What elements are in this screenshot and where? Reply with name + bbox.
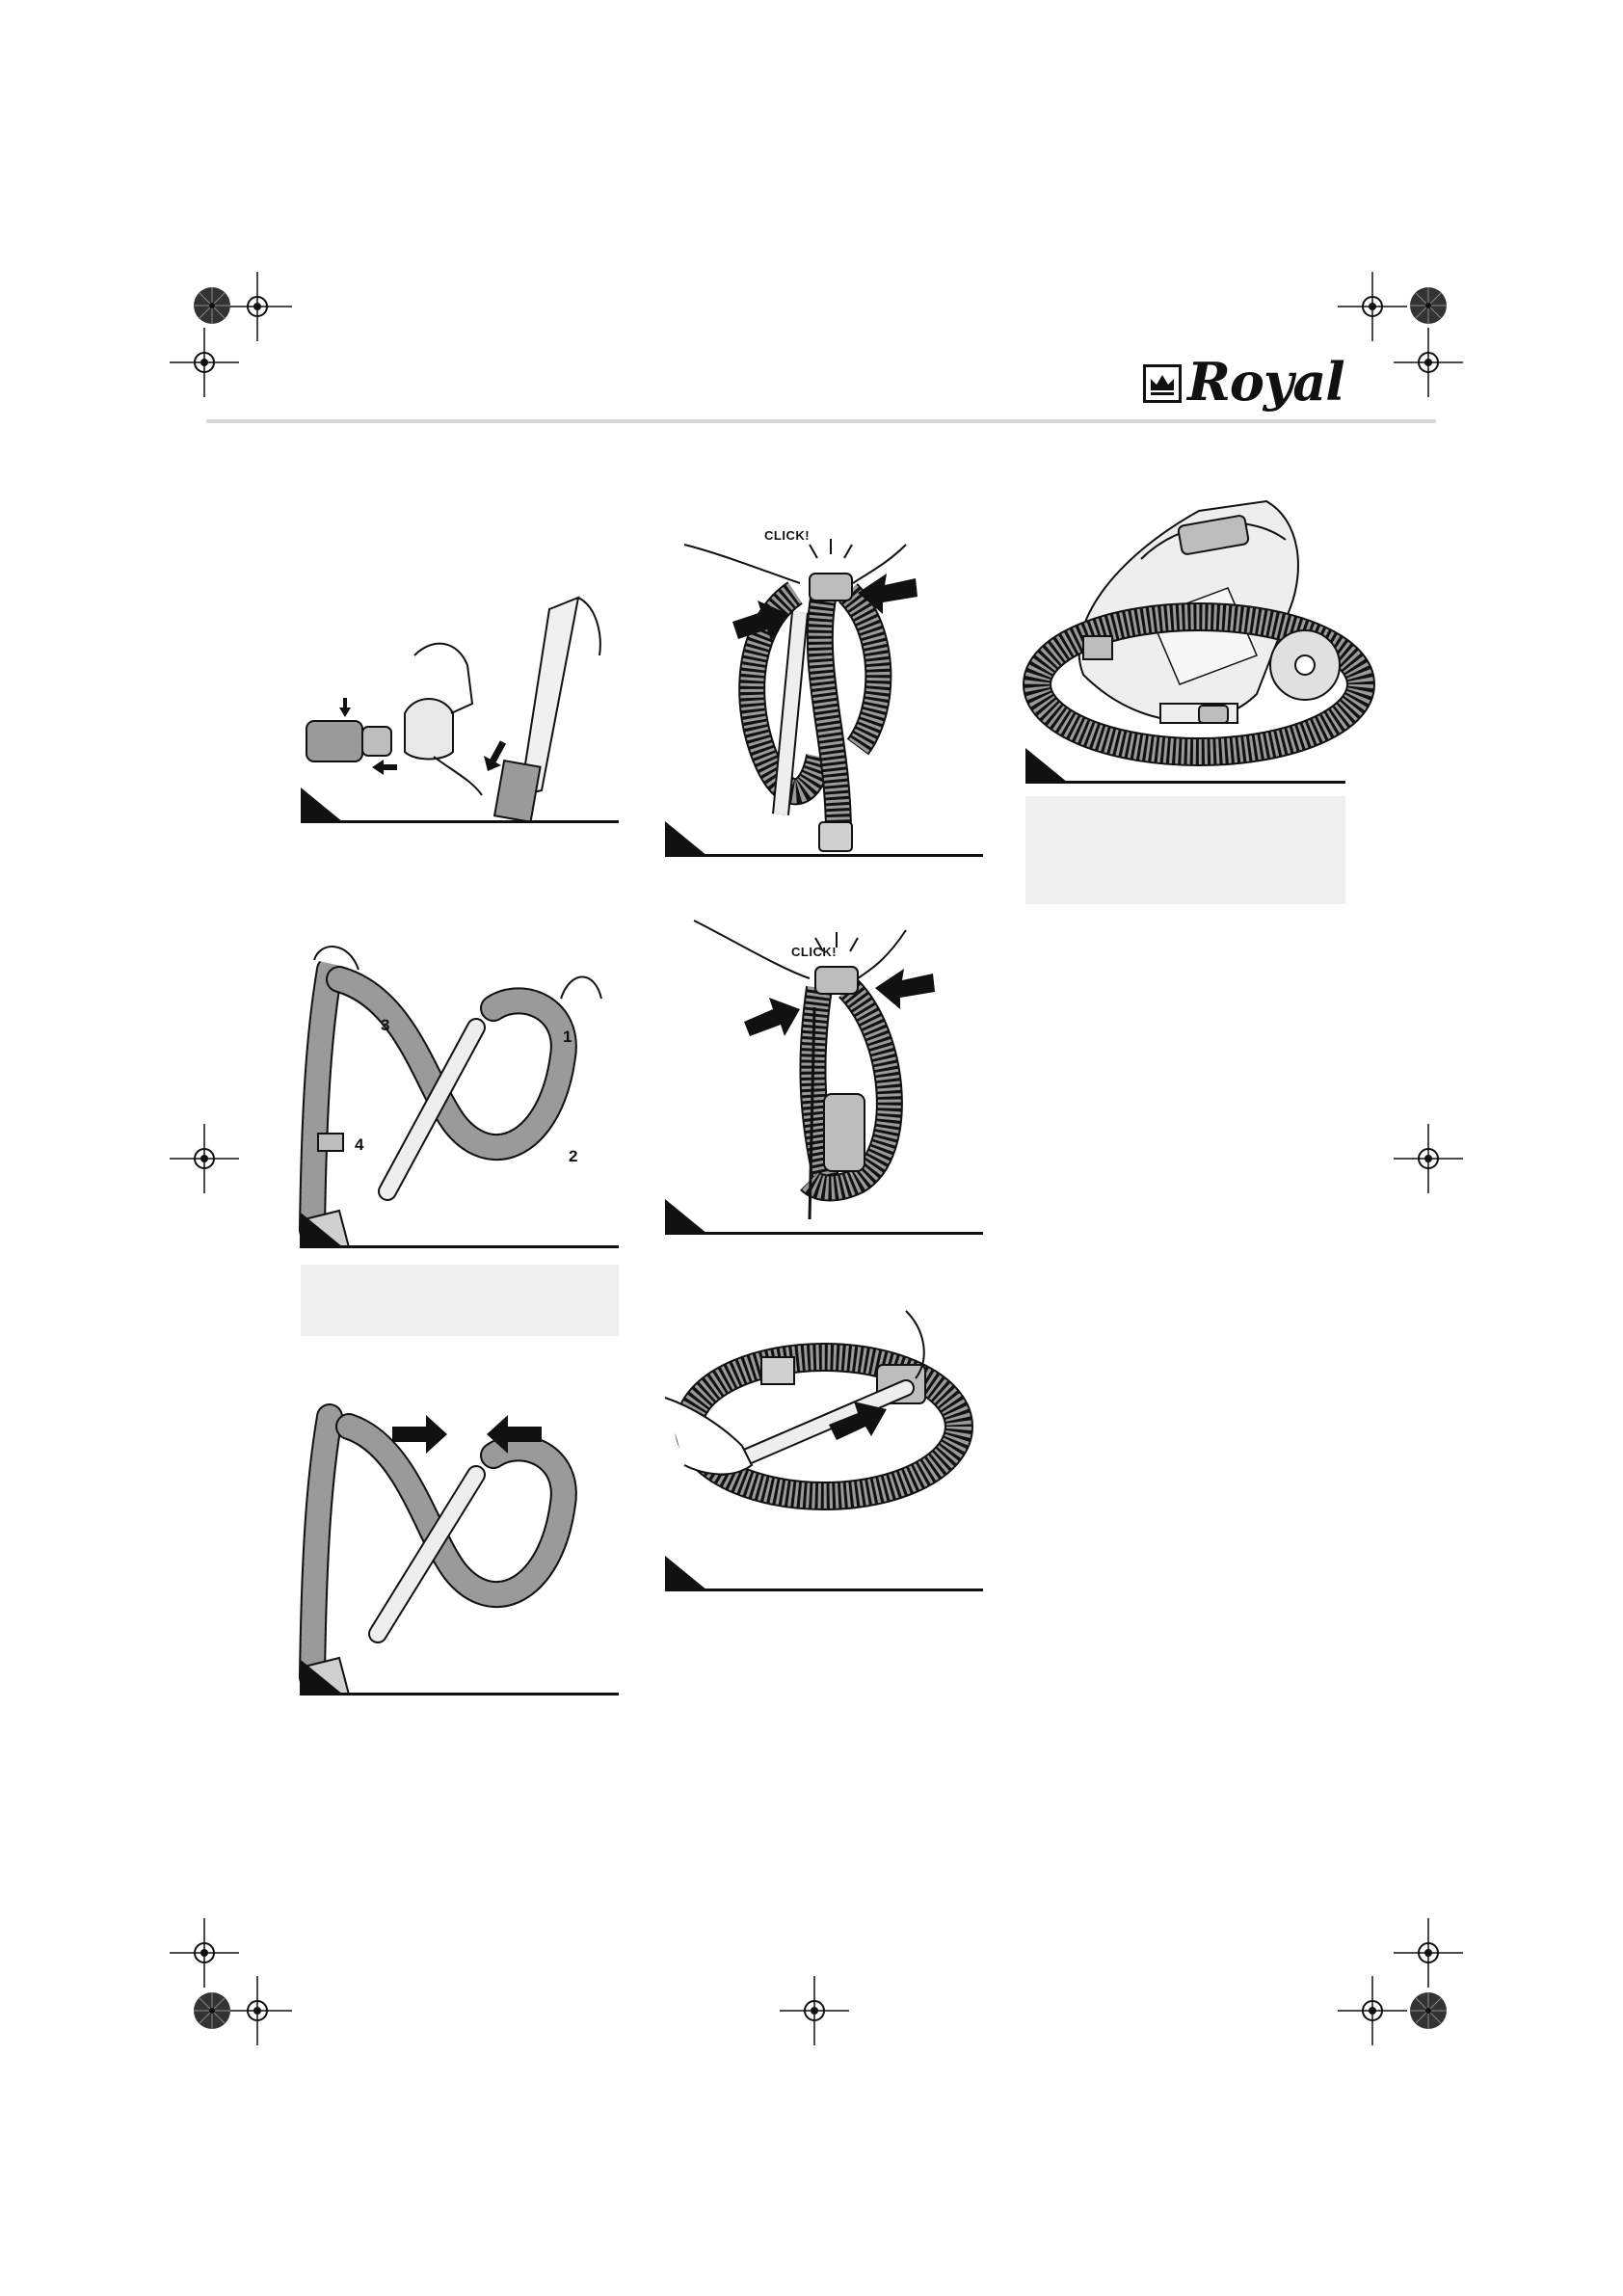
figure-corner-marker [301, 1660, 343, 1695]
figure-corner-marker [1025, 748, 1068, 783]
figure-hose-click-upper [665, 516, 983, 858]
registration-mark-icon [1394, 328, 1463, 397]
registration-mark-icon [1394, 1124, 1463, 1193]
figure-rule [665, 1589, 983, 1591]
figure-corner-marker [665, 1556, 707, 1590]
click-label: CLICK! [764, 528, 811, 543]
clip-label: 2 [569, 1147, 578, 1165]
figure-rule [301, 1245, 619, 1248]
figure-hose-attach [289, 598, 622, 819]
figure-corner-marker [665, 1199, 707, 1234]
sunburst-target-icon [193, 1991, 231, 2030]
clip-label: 4 [355, 1135, 364, 1154]
clip-label: 3 [381, 1016, 390, 1034]
registration-mark-icon [780, 1976, 849, 2045]
figure-corner-marker [665, 821, 707, 856]
figure-rule [1025, 781, 1345, 784]
caption-box [301, 1265, 619, 1336]
figure-rule [665, 1232, 983, 1235]
sunburst-target-icon [1409, 286, 1448, 325]
click-label: CLICK! [791, 945, 838, 959]
figure-vacuum-storage [1025, 482, 1344, 781]
caption-box [1025, 796, 1345, 904]
crown-icon [1143, 364, 1182, 403]
figure-hose-join [301, 1388, 619, 1695]
brand-name: Royal [1187, 351, 1344, 413]
header-rule [206, 419, 1436, 423]
registration-mark-icon [170, 1124, 239, 1193]
sunburst-target-icon [1409, 1991, 1448, 2030]
clip-label: 1 [563, 1028, 572, 1046]
brand-logo [1143, 351, 1351, 413]
sunburst-target-icon [193, 286, 231, 325]
figure-corner-marker [301, 1213, 343, 1247]
figure-rule [301, 1693, 619, 1695]
registration-mark-icon [1394, 1918, 1463, 1988]
figure-rule [665, 854, 983, 857]
registration-mark-icon [170, 328, 239, 397]
figure-rule [301, 820, 619, 823]
figure-tube-insert [665, 1311, 983, 1590]
registration-mark-icon [223, 1976, 292, 2045]
figure-corner-marker [301, 788, 343, 822]
figure-hose-clips [301, 941, 619, 1247]
